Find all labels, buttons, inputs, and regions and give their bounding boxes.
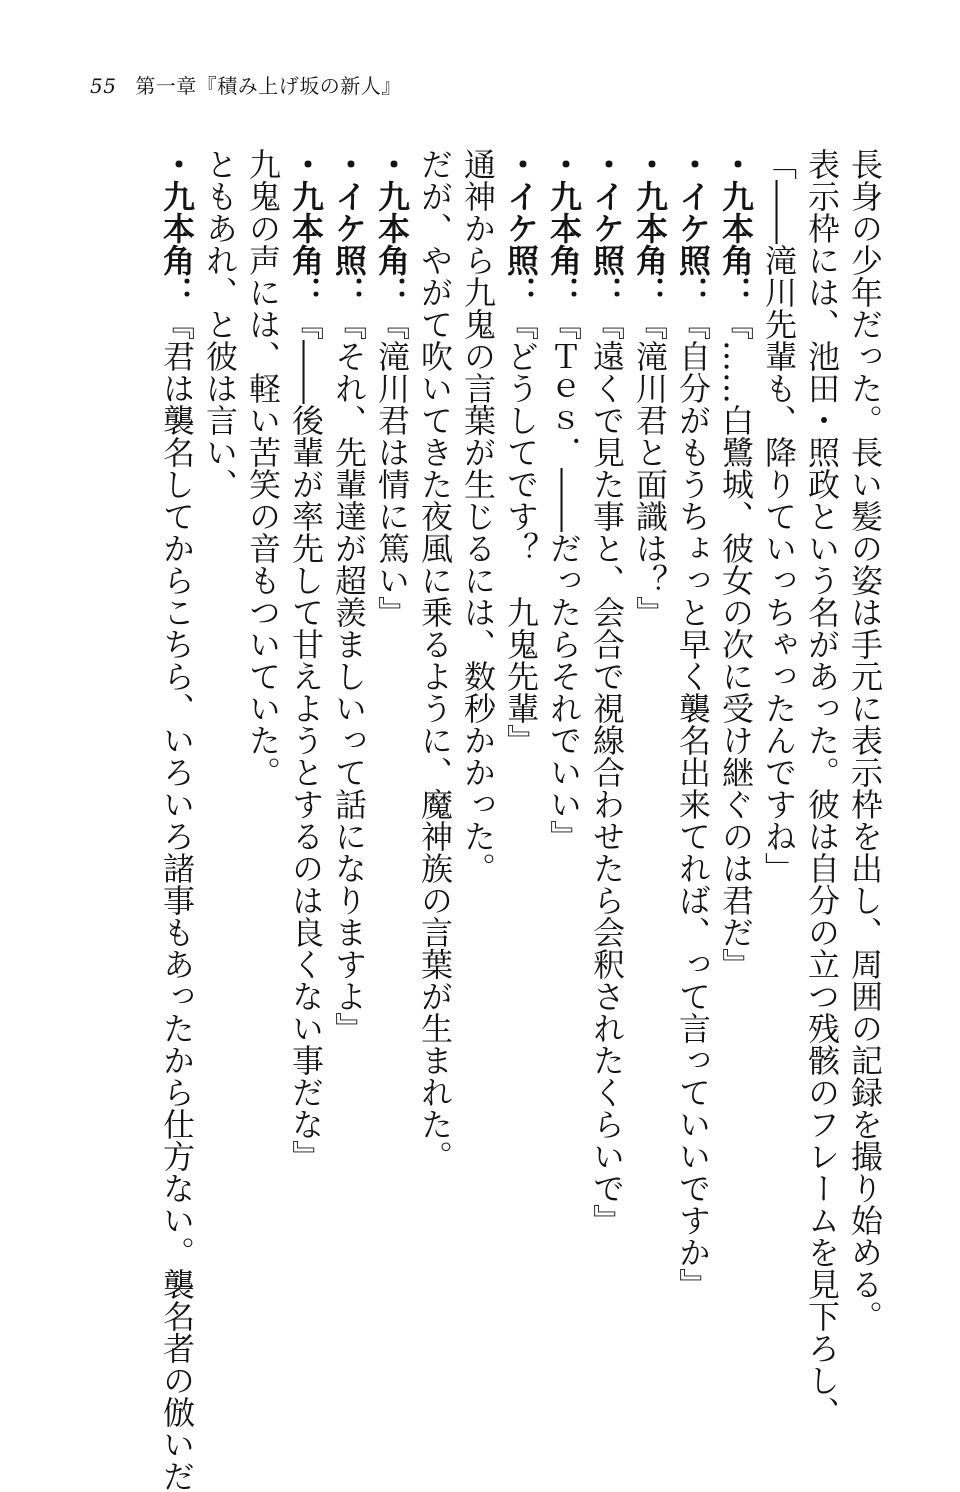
- speaker-name: ・九本角：: [545, 148, 583, 308]
- line-text: 『君は襲名してからこちら、いろいろ諸事もあったから仕方ない。襲名者の倣いだ: [158, 308, 196, 1492]
- speaker-name: ・九本角：: [373, 148, 411, 308]
- line-text: ともあれ、と彼は言い、: [201, 148, 239, 500]
- text-line: [198, 148, 241, 1358]
- line-text: 『滝川君と面識は？』: [631, 308, 669, 628]
- line-text: だが、やがて吹いてきた夜風に乗るように、魔神族の言葉が生まれた。: [416, 148, 454, 1172]
- dialogue-line: [155, 148, 198, 1492]
- line-text: 『Ｔｅｓ．――だったらそれでいい』: [545, 308, 583, 852]
- line-text: 『自分がもうちょっと早く襲名出来てれば、って言っていいですか』: [674, 308, 712, 1300]
- speaker-name: ・イケ照：: [588, 148, 626, 308]
- line-text: 九鬼の声には、軽い苦笑の音もついていた。: [244, 148, 282, 788]
- line-text: 長身の少年だった。長い髪の姿は手元に表示枠を出し、周囲の記録を撮り始める。: [846, 148, 884, 1332]
- text-line: [413, 148, 456, 1358]
- line-text: 『遠くで見た事と、会合で視線合わせたら会釈されたくらいで』: [588, 308, 626, 1236]
- line-text: 『滝川君は情に篤い』: [373, 308, 411, 628]
- dialogue-line: [284, 148, 327, 1358]
- text-line: [757, 148, 800, 1358]
- line-text: 通神から九鬼の言葉が生じるには、数秒かかった。: [459, 148, 497, 884]
- dialogue-line: [628, 148, 671, 1358]
- text-line: [843, 148, 886, 1358]
- text-line: [241, 148, 284, 1358]
- speaker-name: ・九本角：: [717, 148, 755, 308]
- line-text: 表示枠には、池田・照政という名があった。彼は自分の立つ残骸のフレームを見下ろし、: [803, 148, 841, 1428]
- dialogue-line: [714, 148, 757, 1358]
- chapter-title: 第一章『積み上げ坂の新人』: [135, 74, 402, 98]
- dialogue-line: [327, 148, 370, 1358]
- dialogue-line: [542, 148, 585, 1358]
- line-text: 『――後輩が率先して甘えようとするのは良くない事だな』: [287, 308, 325, 1172]
- dialogue-line: [499, 148, 542, 1358]
- dialogue-line: [585, 148, 628, 1358]
- text-line: [800, 148, 843, 1428]
- dialogue-line: [370, 148, 413, 1358]
- line-text: 「――滝川先輩も、降りていっちゃったんですね」: [760, 148, 798, 884]
- speaker-name: ・九本角：: [287, 148, 325, 308]
- line-text: 『それ、先輩達が超羨ましいって話になりますよ』: [330, 308, 368, 1044]
- running-header: [90, 70, 402, 99]
- text-line: [456, 148, 499, 1358]
- speaker-name: ・九本角：: [158, 148, 196, 308]
- speaker-name: ・イケ照：: [502, 148, 540, 308]
- page-number: 55: [90, 74, 117, 98]
- speaker-name: ・イケ照：: [674, 148, 712, 308]
- line-text: 『……白鷺城、彼女の次に受け継ぐのは君だ』: [717, 308, 755, 980]
- dialogue-line: [671, 148, 714, 1358]
- speaker-name: ・九本角：: [631, 148, 669, 308]
- speaker-name: ・イケ照：: [330, 148, 368, 308]
- line-text: 『どうしてです？ 九鬼先輩』: [502, 308, 540, 756]
- body-text: [155, 148, 886, 1492]
